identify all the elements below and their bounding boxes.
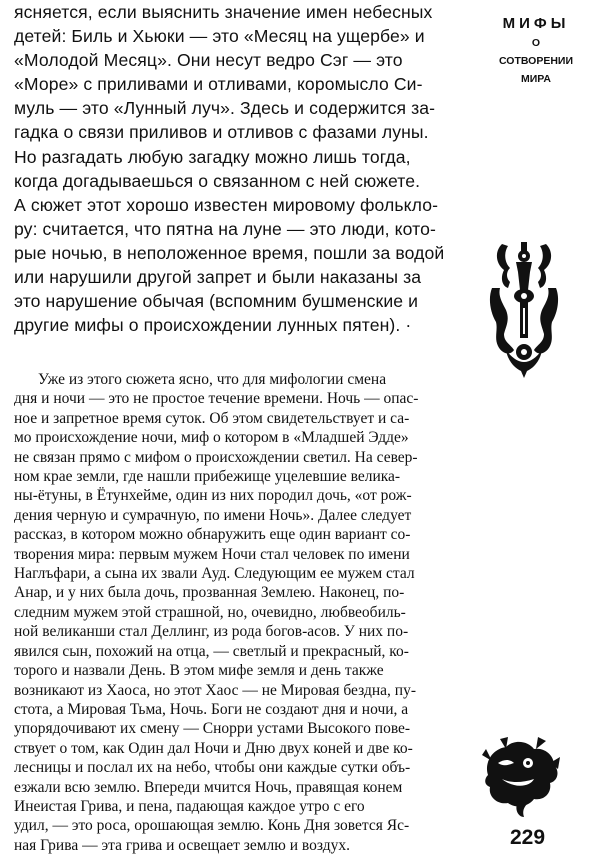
text-line: это нарушение обычая (вспомним бушменские и xyxy=(14,291,419,312)
page-number: 229 xyxy=(510,826,546,849)
text-line: творения мира: первым мужем Ночи стал человек по имени xyxy=(14,545,410,563)
text-line: А сюжет этот хорошо известен мировому фолькло- xyxy=(14,194,439,215)
text-line: возникают из Хаоса, но этот Хаос — не Мировая бездна, пу- xyxy=(14,681,416,699)
text-line: Уже из этого сюжета ясно, что для мифологии смена xyxy=(38,371,387,388)
text-line: лесницы и послал их на небо, чтобы они каждые сутки объ- xyxy=(14,759,411,777)
text-line: Инеистая Грива, и пена, падающая каждое утро с его xyxy=(14,797,365,815)
text-line: дения черную и сумрачную, по имени Ночь». Далее следует xyxy=(14,506,412,524)
body-paragraph xyxy=(14,370,469,855)
ornamental-emblem-icon xyxy=(488,238,560,380)
text-line: «Море» с приливами и отливами, коромысло Си- xyxy=(14,74,423,95)
text-line: ны-ётуны, в Ётунхейме, один из них породил дочь, «от рож- xyxy=(14,487,412,505)
text-line: или нарушили другой запрет и были наказаны за xyxy=(14,267,422,288)
text-line: рассказ, в котором можно обнаружить еще один вариант со- xyxy=(14,526,411,544)
text-line: гадка о связи приливов и отливов с фазами луны. xyxy=(14,122,429,143)
text-line: ное и запретное время суток. Об этом свидетельствует и са- xyxy=(14,409,410,427)
dragon-head-icon xyxy=(478,735,562,819)
text-line: езжали всю землю. Впереди мчится Ночь, правящая конем xyxy=(14,778,403,796)
text-line: другие мифы о происхождении лунных пятен). · xyxy=(14,315,412,336)
text-line: явился сын, похожий на отца, — светлый и прекрасный, ко- xyxy=(14,642,409,660)
text-line: торого и назвали День. В этом мифе земля и день также xyxy=(14,662,384,680)
text-line: Но разгадать любую загадку можно лишь тогда, xyxy=(14,146,411,167)
text-line: не связан прямо с мифом о происхождении светил. На север- xyxy=(14,448,418,466)
text-line: дня и ночи — это не простое течение времени. Ночь — опас- xyxy=(14,390,419,408)
text-line: ру: считается, что пятна на луне — это люди, кото- xyxy=(14,218,436,239)
text-line: детей: Биль и Хьюки — это «Месяц на ущербе» и xyxy=(14,26,425,47)
text-line: ной великанши стал Деллинг, из рода богов-асов. У них по- xyxy=(14,623,409,641)
text-line: ная Грива — эта грива и освещает землю и воздух. xyxy=(14,836,350,854)
lead-paragraph xyxy=(14,0,464,337)
text-line: Наглъфари, а сына их звали Ауд. Следующим ее мужем стал xyxy=(14,565,415,583)
text-line: упорядочивают их смену — Снорри устами Высокого пове- xyxy=(14,720,411,738)
text-line: ясняется, если выяснить значение имен небесных xyxy=(14,2,433,22)
text-line: удил, — это роса, орошающая землю. Конь Дня зовется Яс- xyxy=(14,817,410,835)
text-line: «Молодой Месяц». Они несут ведро Сэг — это xyxy=(14,50,403,71)
text-line: Анар, и у них была дочь, прозванная Землею. Наконец, по- xyxy=(14,584,405,602)
text-line: муль — это «Лунный луч». Здесь и содержится за- xyxy=(14,98,436,119)
text-line: следним мужем этой страшной, но, очевидно, любвеобиль- xyxy=(14,603,406,621)
text-line: стота, а Мировая Тьма, Ночь. Боги не создают дня и ночи, а xyxy=(14,700,409,718)
running-head-line2: О СОТВОРЕНИИ xyxy=(498,37,574,67)
text-line: рые ночью, в неположенное время, пошли за водой xyxy=(14,242,445,263)
running-head-line3: МИРА xyxy=(521,73,551,85)
running-head xyxy=(496,14,576,88)
text-line: ствует о том, как Один дал Ночи и Дню двух коней и две ко- xyxy=(14,739,413,757)
text-line: мо происхождение ночи, миф о котором в «Младшей Эдде» xyxy=(14,429,409,447)
text-line: когда догадываешься о связанном с ней сюжете. xyxy=(14,170,421,191)
running-head-line1: МИФЫ xyxy=(502,15,570,32)
text-line: ном крае земли, где нашли прибежище уцелевшие велика- xyxy=(14,468,401,486)
